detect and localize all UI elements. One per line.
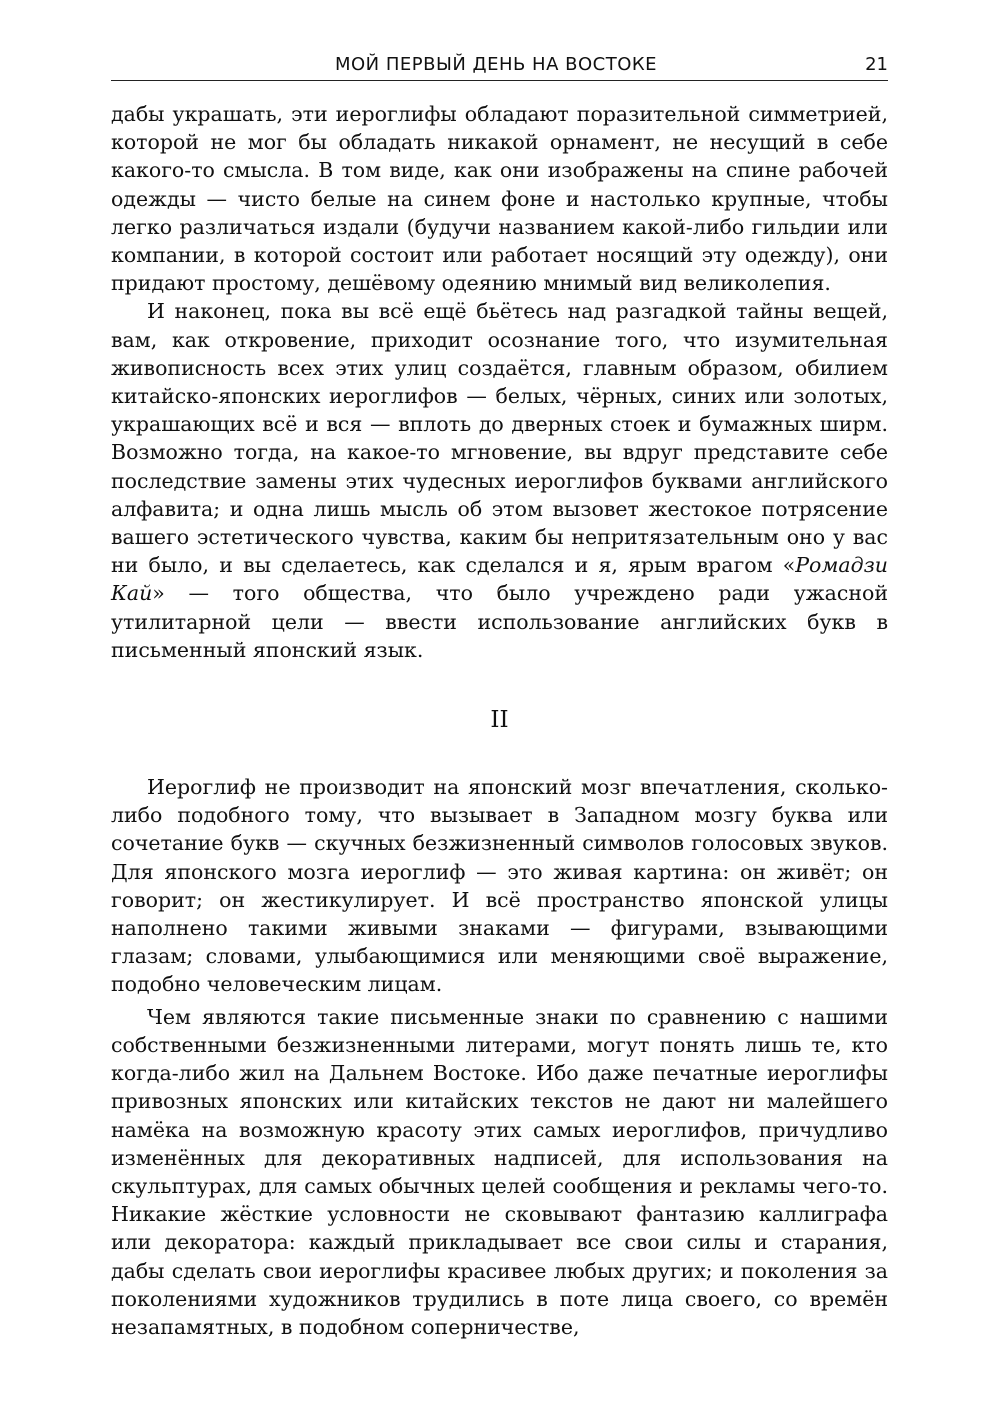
paragraph-romaji-kai	[111, 297, 888, 664]
paragraph-text-end: » — того общества, что было учреждено ради ужасной утилитарной цели — ввести использование английских букв в письменный японский язык.	[111, 581, 888, 662]
book-page	[111, 44, 888, 1341]
paragraph-text-start: И наконец, пока вы всё ещё бьётесь над разгадкой тайны вещей, вам, как откровение, приходит осознание того, что изумительная живописность всех этих улиц создаётся, главным образом, обилием китайско-японских иероглифов — белых, чёрных, синих или золотых, украшающих всё и вся — вплоть до дверных стоек и бумажных ширм. Возможно тогда, на какое-то мгновение, вы вдруг представите себе последствие замены этих чудесных иероглифов буквами английского алфавита; и одна лишь мысль об этом вызовет жестокое потрясение вашего эстетического чувства, каким бы непритязательным оно у вас ни было, и вы сделаетесь, как сделался и я, ярым врагом «	[111, 299, 888, 578]
running-header	[111, 44, 888, 81]
society-name: Ромадзи Кай	[111, 553, 888, 606]
paragraph-written-signs: Чем являются такие письменные знаки по сравнению с нашими собственными безжизненными литерами, могут понять лишь те, кто когда-либо жил на Дальнем Востоке. Ибо даже печатные иероглифы привозных японских или китайских текстов не дают ни малейшего намёка на возможную красоту этих самых иероглифов, причудливо изменённых для декоративных надписей, для использования на скульптурах, для самых обычных целей сообщения и рекламы чего-то. Никакие жёсткие условности не сковывают фантазию каллиграфа или декоратора: каждый прикладывает все свои силы и старания, дабы сделать свои иероглифы красивее любых других; и поколения за поколениями художников трудились в поте лица своего, со времён незапамятных, в подобном соперничестве,	[111, 1004, 888, 1339]
page-body	[111, 100, 888, 1341]
paragraph-continued: дабы украшать, эти иероглифы обладают поразительной симметрией, которой не мог бы обладать никакой орнамент, не несущий в себе какого-то смысла. В том виде, как они изображены на спине рабочей одежды — чисто белые на синем фоне и настолько крупные, чтобы легко различаться издали (будучи названием какой-либо гильдии или компании, в которой состоит или работает носящий эту одежду), они придают простому, дешёвому одеянию мнимый вид великолепия.	[111, 102, 888, 296]
page-number: 21	[865, 54, 888, 75]
running-title: МОЙ ПЕРВЫЙ ДЕНЬ НА ВОСТОКЕ	[334, 54, 658, 75]
section-heading: II	[490, 707, 509, 734]
paragraph-hieroglyph: Иероглиф не производит на японский мозг впечатления, сколько-либо подобного тому, что вызывает в Западном мозгу буква или сочетание букв — скучных безжизненный символов голосовых звуков. Для японского мозга иероглиф — это живая картина: он живёт; он говорит; он жестикулирует. И всё пространство японской улицы наполнено такими живыми знаками — фигурами, взывающими глазам; словами, улыбающимися или меняющими своё выражение, подобно человеческим лицам.	[111, 775, 888, 997]
